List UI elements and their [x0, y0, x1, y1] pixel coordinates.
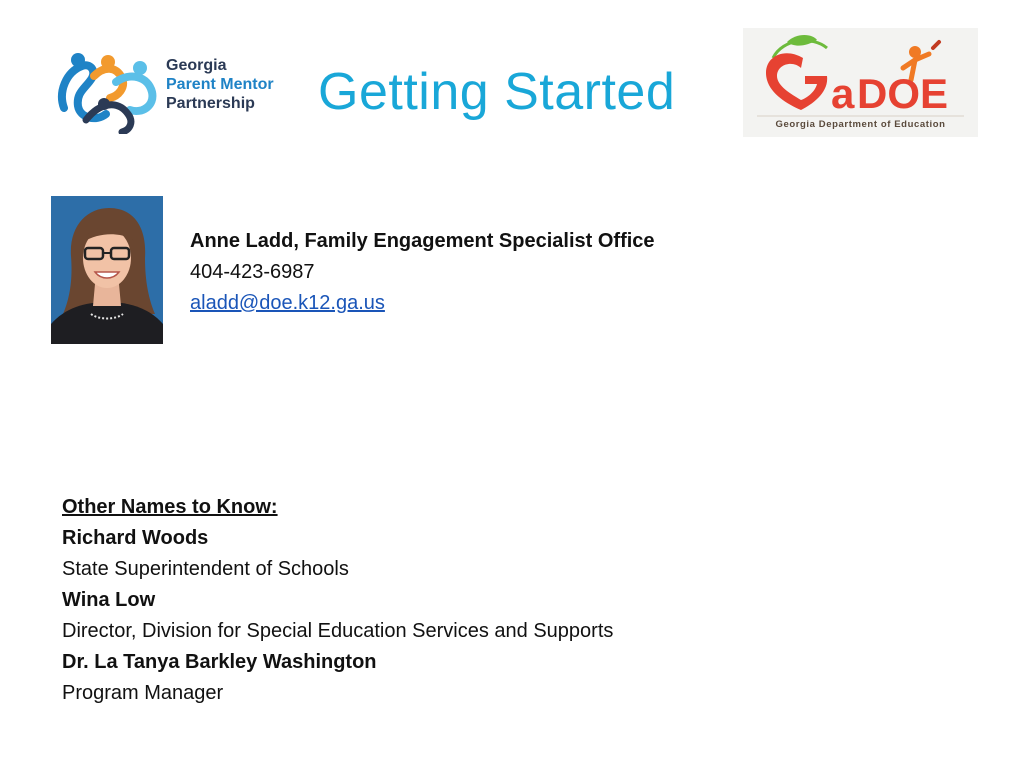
person-role-low: Director, Division for Special Education Services and Supports [62, 620, 614, 642]
contact-phone: 404-423-6987 [190, 261, 315, 283]
person-photo-icon [51, 196, 163, 344]
other-names-heading: Other Names to Know: [62, 496, 278, 518]
person-role-washington: Program Manager [62, 682, 224, 704]
gadoe-logo [743, 28, 978, 137]
contact-name-title: Anne Ladd, Family Engagement Specialist Office [190, 230, 655, 252]
gpmp-line-parent-mentor: Parent Mentor [166, 76, 274, 93]
person-name-washington: Dr. La Tanya Barkley Washington [62, 651, 377, 673]
page-title: Getting Started [318, 63, 676, 121]
gpmp-logo [56, 44, 280, 136]
gpmp-line-georgia: Georgia [166, 57, 227, 74]
person-role-woods: State Superintendent of Schools [62, 558, 349, 580]
svg-text:a: a [831, 70, 855, 117]
people-figures-logo-icon [56, 48, 164, 134]
svg-text:DOE: DOE [857, 70, 949, 117]
contact-photo [51, 196, 163, 344]
gpmp-line-partnership: Partnership [166, 95, 255, 112]
contact-email-link[interactable]: aladd@doe.k12.ga.us [190, 292, 385, 314]
person-name-woods: Richard Woods [62, 527, 209, 549]
other-names-section [62, 492, 613, 709]
gadoe-caption: Georgia Department of Education [775, 119, 946, 130]
gpmp-wordmark [166, 56, 274, 113]
contact-block [190, 226, 655, 319]
person-name-low: Wina Low [62, 589, 156, 611]
